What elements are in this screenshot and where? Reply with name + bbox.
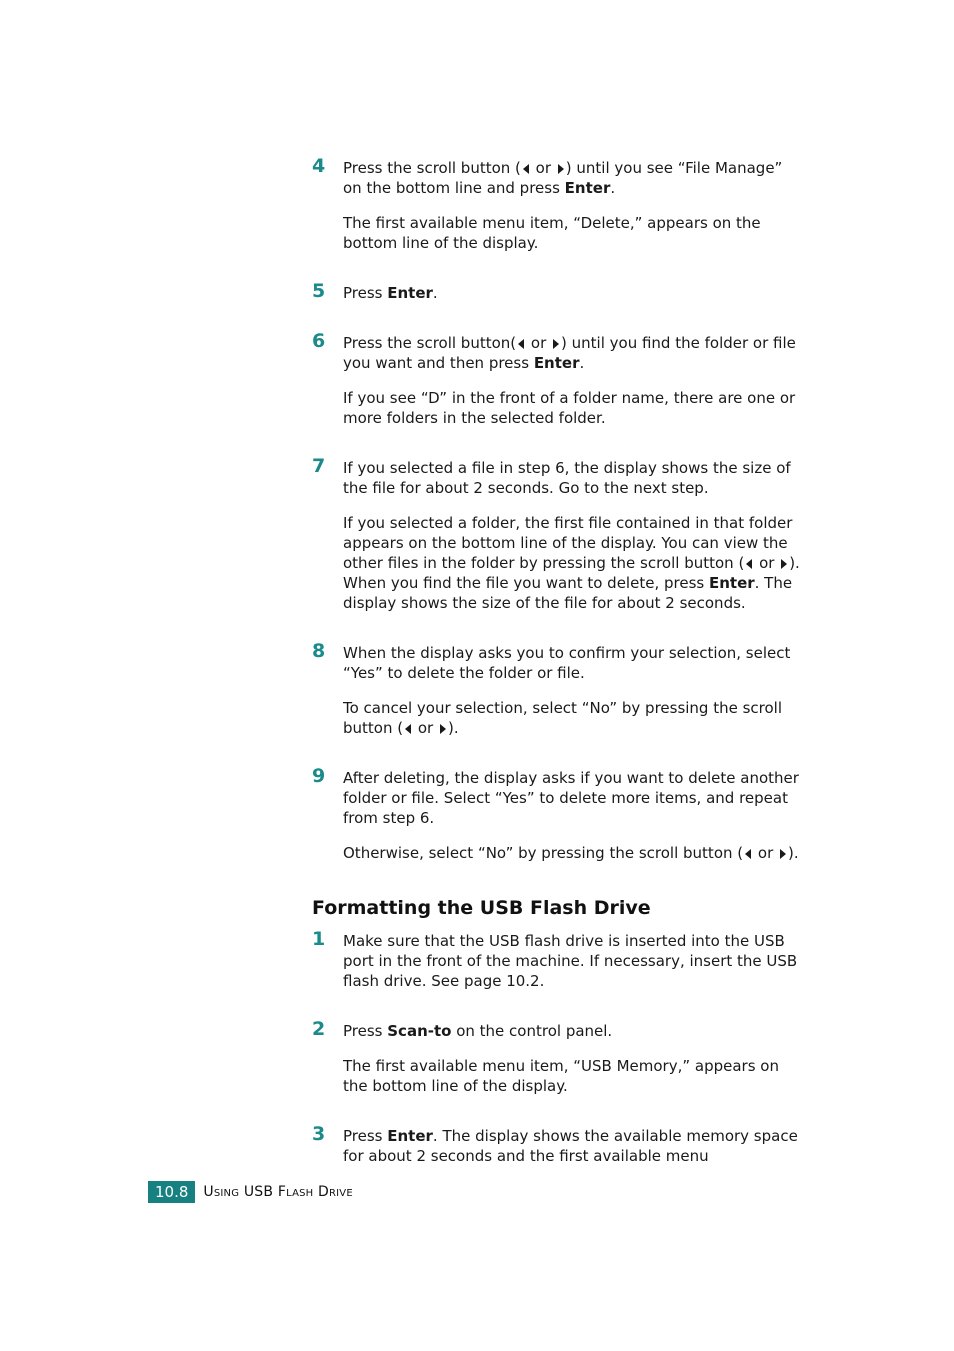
step-number: 5 [312, 280, 326, 302]
step-5 [312, 280, 802, 303]
format-step-1 [312, 928, 802, 991]
step-9 [312, 765, 802, 863]
step-number: 8 [312, 640, 326, 662]
step-number: 2 [312, 1018, 326, 1040]
step-text: Press Scan-to on the control panel. [343, 1022, 613, 1040]
right-arrow-icon [558, 164, 564, 174]
right-arrow-icon [440, 724, 446, 734]
format-step-2 [312, 1018, 802, 1096]
step-text: After deleting, the display asks if you want to delete another folder or file. Select “Yes” to delete more items, and repeat from step 6. [343, 769, 799, 827]
step-7 [312, 455, 802, 613]
right-arrow-icon [781, 559, 787, 569]
page-footer [148, 1181, 353, 1203]
step-number: 1 [312, 928, 326, 950]
page-content [312, 155, 802, 1181]
step-number: 6 [312, 330, 326, 352]
left-arrow-icon [405, 724, 411, 734]
step-note: To cancel your selection, select “No” by pressing the scroll button ( or ). [343, 699, 783, 737]
step-note: The first available menu item, “Delete,” appears on the bottom line of the display. [343, 214, 761, 252]
step-note: The first available menu item, “USB Memory,” appears on the bottom line of the display. [343, 1057, 779, 1095]
left-arrow-icon [518, 339, 524, 349]
step-number: 4 [312, 155, 326, 177]
step-6 [312, 330, 802, 428]
page-number: 10.8 [148, 1181, 195, 1203]
step-4 [312, 155, 802, 253]
step-note: If you selected a folder, the first file contained in that folder appears on the bottom line of the display. You can view the other files in the folder by pressing the scroll button ( or ). When you find the file you want to delete, press Enter. The display shows the size of the file for about 2 seconds. [343, 514, 800, 612]
step-8 [312, 640, 802, 738]
step-note: If you see “D” in the front of a folder name, there are one or more folders in the selected folder. [343, 389, 796, 427]
right-arrow-icon [780, 849, 786, 859]
step-text: If you selected a file in step 6, the display shows the size of the file for about 2 seconds. Go to the next step. [343, 459, 791, 497]
left-arrow-icon [746, 559, 752, 569]
step-note: Otherwise, select “No” by pressing the scroll button ( or ). [343, 844, 799, 862]
left-arrow-icon [523, 164, 529, 174]
step-number: 9 [312, 765, 326, 787]
format-step-3 [312, 1123, 802, 1166]
step-text: When the display asks you to confirm your selection, select “Yes” to delete the folder or file. [343, 644, 791, 682]
running-head: Using USB Flash Drive [203, 1184, 353, 1200]
step-text: Press Enter. The display shows the available memory space for about 2 seconds and the first available menu [343, 1127, 798, 1165]
right-arrow-icon [553, 339, 559, 349]
step-text: Press the scroll button( or ) until you find the folder or file you want and then press Enter. [343, 334, 796, 372]
step-number: 3 [312, 1123, 326, 1145]
section-heading: Formatting the USB Flash Drive [312, 897, 651, 919]
step-number: 7 [312, 455, 326, 477]
step-text: Make sure that the USB flash drive is inserted into the USB port in the front of the machine. If necessary, insert the USB flash drive. See page 10.2. [343, 932, 798, 990]
left-arrow-icon [745, 849, 751, 859]
step-text: Press Enter. [343, 284, 438, 302]
step-text: Press the scroll button ( or ) until you see “File Manage” on the bottom line and press Enter. [343, 159, 783, 197]
